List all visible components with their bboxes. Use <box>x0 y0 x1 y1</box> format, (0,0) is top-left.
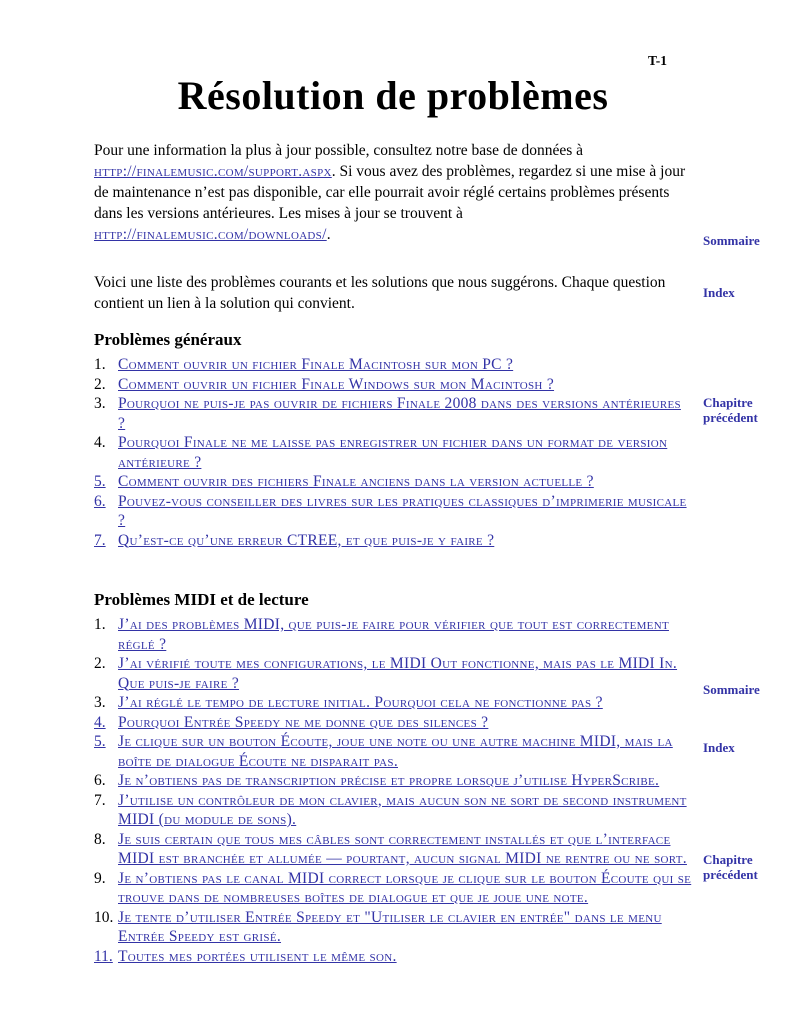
section-problemes-generaux <box>94 330 692 550</box>
question-item <box>94 615 692 654</box>
downloads-url-link[interactable]: http://finalemusic.com/downloads/ <box>94 226 327 243</box>
question-item <box>94 375 692 395</box>
question-item <box>94 433 692 472</box>
question-item <box>94 472 692 492</box>
question-item <box>94 947 692 967</box>
question-list-midi <box>94 615 692 966</box>
question-link[interactable]: Pourquoi Entrée Speedy ne me donne que des silences ? <box>118 713 489 731</box>
question-item <box>94 830 692 869</box>
question-number[interactable]: 5. <box>94 733 106 750</box>
question-link[interactable]: J’utilise un contrôleur de mon clavier, mais aucun son ne sort de second instrument MIDI (du module de sons). <box>118 791 687 828</box>
sidebar-link-index-2[interactable]: Index <box>703 740 735 755</box>
intro-text-2: . Si vous avez des problèmes, regardez si une mise à jour de maintenance n’est pas disponible, car elle pourrait avoir réglé certains problèmes présents dans les versions antérieures. Les mises à jour se trouvent à <box>94 163 686 222</box>
section-heading-midi: Problèmes MIDI et de lecture <box>94 590 309 609</box>
question-number: 3. <box>94 395 106 412</box>
question-number: 4. <box>94 434 106 451</box>
question-link[interactable]: J’ai des problèmes MIDI, que puis-je faire pour vérifier que tout est correctement réglé ? <box>118 616 669 653</box>
question-link[interactable]: J’ai réglé le tempo de lecture initial. Pourquoi cela ne fonctionne pas ? <box>118 694 603 711</box>
page-title: Résolution de problèmes <box>177 73 609 118</box>
section-problemes-midi <box>94 590 692 966</box>
question-number[interactable]: 5. <box>94 473 106 490</box>
question-item <box>94 654 692 693</box>
section-heading-generaux: Problèmes généraux <box>94 330 242 349</box>
intro-paragraph-2: Voici une liste des problèmes courants et les solutions que nous suggérons. Chaque question contient un lien à la solution qui convient. <box>94 274 666 312</box>
question-link[interactable]: Pouvez-vous conseiller des livres sur les pratiques classiques d’imprimerie musicale ? <box>118 492 687 529</box>
question-item <box>94 713 692 733</box>
sidebar-link-chapitre-precedent-1[interactable]: Chapitre précédent <box>703 395 758 425</box>
question-item <box>94 355 692 375</box>
question-link[interactable]: Toutes mes portées utilisent le même son. <box>118 947 397 965</box>
question-number[interactable]: 7. <box>94 531 106 549</box>
question-number: 10. <box>94 908 114 926</box>
question-item <box>94 771 692 791</box>
question-number: 8. <box>94 830 106 848</box>
intro-text-3: . <box>326 226 331 243</box>
question-number: 1. <box>94 356 106 373</box>
question-item <box>94 791 692 830</box>
question-item <box>94 869 692 908</box>
main-content <box>94 0 692 966</box>
question-link[interactable]: Je suis certain que tous mes câbles sont correctement installés et que l’interface MIDI est branchée et allumée — pourtant, aucun signal MIDI ne rentre ou ne sort. <box>118 830 687 867</box>
question-item <box>94 732 692 771</box>
question-number[interactable]: 11. <box>94 947 113 965</box>
question-number: 3. <box>94 694 106 711</box>
sidebar-link-sommaire-1[interactable]: Sommaire <box>703 233 760 248</box>
question-list-generaux <box>94 355 692 550</box>
question-number[interactable]: 6. <box>94 492 106 510</box>
question-number: 7. <box>94 791 106 809</box>
intro-text-1: Pour une information la plus à jour possible, consultez notre base de données à <box>94 142 583 159</box>
question-link[interactable]: Pourquoi Finale ne me laisse pas enregistrer un fichier dans un format de version antérieure ? <box>118 434 668 471</box>
question-item <box>94 908 692 947</box>
sidebar-link-index-1[interactable]: Index <box>703 285 735 300</box>
sidebar-link-sommaire-2[interactable]: Sommaire <box>703 682 760 697</box>
question-item <box>94 394 692 433</box>
question-item <box>94 531 692 551</box>
support-url-link[interactable]: http://finalemusic.com/support.aspx <box>94 163 332 180</box>
question-link[interactable]: Je n’obtiens pas le canal MIDI correct lorsque je clique sur le bouton Écoute qui se trouve dans de nombreuses boîtes de dialogue et que je joue une note. <box>118 869 692 906</box>
question-link[interactable]: Comment ouvrir un fichier Finale Macintosh sur mon PC ? <box>118 356 514 373</box>
question-number: 6. <box>94 772 106 789</box>
intro-paragraph-1 <box>94 140 692 245</box>
question-item <box>94 492 692 531</box>
question-link[interactable]: J’ai vérifié toute mes configurations, le MIDI Out fonctionne, mais pas le MIDI In. Que puis-je faire ? <box>118 655 678 692</box>
question-item <box>94 693 692 713</box>
question-number: 1. <box>94 616 106 633</box>
question-number: 9. <box>94 869 106 887</box>
page-number: T-1 <box>648 53 668 68</box>
question-number: 2. <box>94 375 106 393</box>
sidebar-link-chapitre-precedent-2[interactable]: Chapitre précédent <box>703 852 758 882</box>
question-link[interactable]: Comment ouvrir un fichier Finale Windows sur mon Macintosh ? <box>118 375 555 393</box>
question-link[interactable]: Qu’est-ce qu’une erreur CTREE, et que puis-je y faire ? <box>118 531 495 549</box>
question-link[interactable]: Je tente d’utiliser Entrée Speedy et "Utiliser le clavier en entrée" dans le menu Entrée Speedy est grisé. <box>118 908 662 945</box>
question-link[interactable]: Comment ouvrir des fichiers Finale anciens dans la version actuelle ? <box>118 473 594 490</box>
question-link[interactable]: Je n’obtiens pas de transcription précise et propre lorsque j’utilise HyperScribe. <box>118 772 660 789</box>
question-link[interactable]: Pourquoi ne puis-je pas ouvrir de fichiers Finale 2008 dans des versions antérieures ? <box>118 395 681 432</box>
question-number: 2. <box>94 655 106 672</box>
question-link[interactable]: Je clique sur un bouton Écoute, joue une note ou une autre machine MIDI, mais la boîte de dialogue Écoute ne disparait pas. <box>118 733 673 770</box>
question-number[interactable]: 4. <box>94 713 106 731</box>
